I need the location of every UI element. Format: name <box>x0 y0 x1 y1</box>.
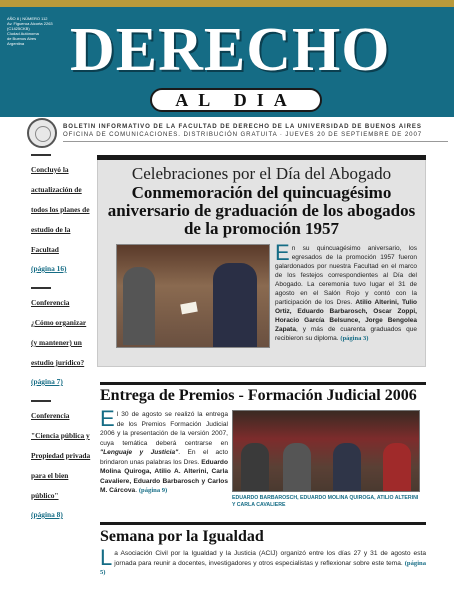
sidebar-item-link[interactable]: (página 7) <box>31 377 63 386</box>
photo-figure <box>241 443 269 491</box>
issue-info <box>7 16 55 46</box>
section2-names: Eduardo Molina Quiroga, Atilio A. Alterini, Carla Cavaliere, Eduardo Barbarosch y Carlos M. Cárcova <box>100 458 228 494</box>
feature-top-bar <box>97 155 426 160</box>
feature-body-text: n su quincuagésimo aniversario, los egresados de la promoción 1957 fueron galardonados por nuestra Facultad en el marco de los festejos correspondientes al Día del Abogado. La ceremonia tuvo lugar el 31 de agosto en el Salón Rojo y contó con la participación de los Dres. <box>275 245 417 306</box>
issue-line: Argentina <box>7 41 25 46</box>
masthead-title: DERECHO <box>70 16 391 84</box>
issue-line: Ciudad Autónoma <box>7 31 39 36</box>
section2-text: . <box>135 487 139 494</box>
issue-line: Av. Figueroa Alcorta 2263 <box>7 21 53 26</box>
feature-kicker: Celebraciones por el Día del Abogado <box>131 164 392 183</box>
photo-figure <box>283 443 311 491</box>
section2-text: . En el acto brindaron unas palabras los Dres. <box>100 449 228 466</box>
sidebar-item-text[interactable]: Conferencia "Ciencia pública y Propiedad privada para el bien público" <box>31 411 91 500</box>
feature-body <box>275 240 417 343</box>
section3-page-link[interactable]: (página 5) <box>100 559 426 576</box>
dropcap: E <box>100 406 115 431</box>
sidebar-separator <box>31 287 51 289</box>
section2-page-link[interactable]: (página 9) <box>138 487 168 494</box>
section3-title: Semana por la Igualdad <box>100 528 264 545</box>
photo-figure <box>383 443 411 491</box>
sidebar-item-link[interactable]: (página 16) <box>31 264 67 273</box>
section2-emphasis: "Lenguaje y Justicia" <box>100 449 179 456</box>
university-seal-icon <box>27 118 57 148</box>
issue-line: de Buenos Aires <box>7 36 37 41</box>
feature-title: Conmemoración del quincuagésimo aniversario de graduación de los abogados de la promoción 1957 <box>107 183 416 238</box>
section-bar <box>100 382 426 385</box>
feature-body-text: , y más de cuarenta graduados que recibieron su diploma. <box>275 326 417 342</box>
sidebar-separator <box>31 400 51 402</box>
section2-text: l 30 de agosto se realizó la entrega de los Premios Formación Judicial 2006 y la presentación de la versión 2007, cuya temática deberá centrarse en <box>100 411 228 447</box>
sidebar-item-link[interactable]: (página 8) <box>31 510 63 519</box>
section2-body <box>100 406 228 496</box>
feature-page-link[interactable]: (página 3) <box>340 335 369 342</box>
diploma-shape <box>180 302 197 315</box>
section3-text: a Asociación Civil por la Igualdad y la Justicia (ACIJ) organizó entre los días 27 y 31 de agosto esta jornada para reunir a docentes, investigadores y otros especialistas y reflexionar sobre este tema. <box>114 550 426 567</box>
awards-photo <box>232 410 420 492</box>
feature-body-names: Atilio Alterini, Tulio Ortiz, Eduardo Barbarosch, Oscar Zoppi, Horacio García Belsunce, Jorge Bengolea Zapata <box>275 299 417 333</box>
bulletin-info <box>63 123 448 139</box>
photo-figure <box>213 263 257 347</box>
sidebar-item-text[interactable]: Conferencia ¿Cómo organizar (y mantener) un estudio jurídico? <box>31 298 87 367</box>
bulletin-line-1: BOLETÍN INFORMATIVO DE LA FACULTAD DE DERECHO DE LA UNIVERSIDAD DE BUENOS AIRES <box>63 123 422 130</box>
section2-title: Entrega de Premios - Formación Judicial 2006 <box>100 387 417 404</box>
ceremony-photo <box>116 244 270 348</box>
masthead-subtitle: AL DIA <box>150 88 322 112</box>
bulletin-line-2: OFICINA DE COMUNICACIONES. DISTRIBUCIÓN GRATUITA · JUEVES 20 DE SEPTIEMBRE DE 2007 <box>63 131 423 138</box>
issue-line: (C1425CKB) <box>7 26 30 31</box>
photo-figure <box>123 267 155 345</box>
photo-figure <box>333 443 361 491</box>
dropcap: E <box>275 240 290 265</box>
section3-body <box>100 545 426 578</box>
awards-photo-caption: EDUARDO BARBAROSCH, EDUARDO MOLINA QUIROGA, ATILIO ALTERINI Y CARLA CAVALIERE <box>232 495 419 508</box>
section-bar <box>100 522 426 525</box>
top-gold-band <box>0 0 454 7</box>
header-divider <box>63 141 448 142</box>
sidebar-item-text[interactable]: Concluyó la actualización de todos los planes de estudio de la Facultad <box>31 165 90 254</box>
issue-line: AÑO 8 | NÚMERO 112 <box>7 16 48 21</box>
sidebar-separator <box>31 154 51 156</box>
dropcap: L <box>100 545 113 570</box>
sidebar <box>31 152 93 533</box>
